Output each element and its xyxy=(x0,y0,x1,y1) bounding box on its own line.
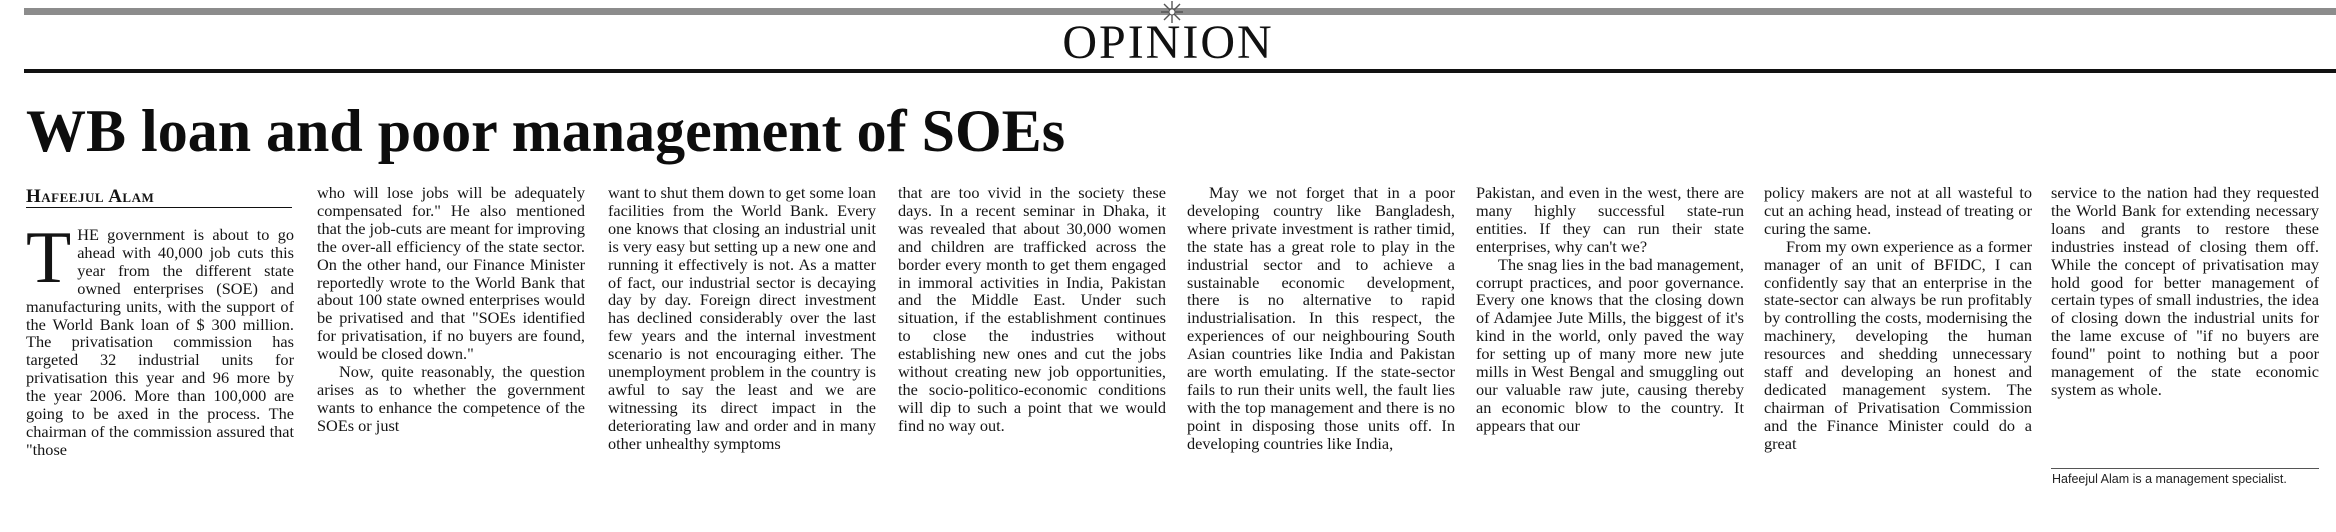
byline: Hafeejul Alam xyxy=(26,186,155,207)
article-column-8 xyxy=(2051,184,2319,464)
paragraph: service to the nation had they requested the World Bank for extending necessary loans and grants to restore these industries instead of closing them off. While the concept of privatisation may hold good for better management of certain types of small industries, the idea of closing down the industrial units for the lame excuse of "if no buyers are found" point to nothing but a poor management of the state economic system as whole. xyxy=(2051,184,2319,399)
paragraph: policy makers are not at all wasteful to cut an aching head, instead of treating or curing the same. xyxy=(1764,184,2032,238)
drop-cap: T xyxy=(26,226,72,299)
paragraph: HE government is about to go ahead with 40,000 job cuts this year from the different state owned enterprises (SOE) and manufacturing units, with the support of the World Bank loan of $ 300 million. The privatisation commission has targeted 32 industrial units for privatisation this year and 96 more by the year 2006. More than 100,000 are going to be axed in the process. The chairman of the commission assured that "those xyxy=(26,226,294,459)
article-column-6 xyxy=(1476,184,1744,520)
article-column-2 xyxy=(317,184,585,520)
article-column-4 xyxy=(898,184,1166,520)
headline: WB loan and poor management of SOEs xyxy=(26,98,1066,164)
header-rule xyxy=(24,69,2336,73)
paragraph: Now, quite reasonably, the question arises as to whether the government wants to enhance the competence of the SOEs or just xyxy=(317,362,585,435)
paragraph: who will lose jobs will be adequately compensated for." He also mentioned that the job-cuts are meant for improving the over-all efficiency of the state sector. On the other hand, our Finance Minister reportedly wrote to the World Bank that about 100 state owned enterprises would be privatised and that "SOEs identified for privatisation, if no buyers are found, would be closed down." xyxy=(317,184,585,364)
footnote-rule xyxy=(2051,468,2319,469)
paragraph: Pakistan, and even in the west, there are many highly successful state-run entities. If they can run their state enterprises, why can't we? xyxy=(1476,184,1744,256)
article-column-5 xyxy=(1187,184,1455,520)
byline-rule xyxy=(26,207,292,208)
article-column-3 xyxy=(608,184,876,520)
paragraph: May we not forget that in a poor developing country like Bangladesh, where private investment is rather timid, the state has a great role to play in the industrial sector and to achieve a sustainable economic development, there is no alternative to rapid industrialisation. In this respect, the experiences of our neighbouring South Asian countries like India and Pakistan are worth emulating. If the state-sector fails to run their units well, the fault lies with the top management and there is no point in disposing those units off. In developing countries like India, xyxy=(1187,184,1455,453)
paragraph: that are too vivid in the society these days. In a recent seminar in Dhaka, it was revealed that about 30,000 women and children are trafficked across the border every month to get them engaged in immoral activities in India, Pakistan and the Middle East. Under such situation, if the establishment continues to close the industries without establishing new ones and cut the jobs without creating new job opportunities, the socio-politico-economic conditions will dip to such a point that we would find no way out. xyxy=(898,184,1166,435)
author-footnote: Hafeejul Alam is a management specialist. xyxy=(2052,472,2287,486)
paragraph: From my own experience as a former manager of an unit of BFIDC, I can confidently say that an enterprise in the state-sector can always be run profitably by controlling the costs, modernising the machinery, developing the human resources and shedding unnecessary staff and developing an honest and dedicated management system. The chairman of Privatisation Commission and the Finance Minister could do a great xyxy=(1764,236,2032,453)
paragraph: The snag lies in the bad management, corrupt practices, and poor governance. Every one knows that the closing down of Adamjee Jute Mills, the biggest of it's kind in the world, only paved the way for setting up of many more new jute mills in West Bengal and smuggling out our valuable raw jute, causing thereby an economic blow to the country. It appears that our xyxy=(1476,254,1744,435)
article-column-7 xyxy=(1764,184,2032,520)
paragraph: want to shut them down to get some loan facilities from the World Bank. Every one knows that closing an industrial unit is very easy but setting up a new one and running it effectively is not. As a matter of fact, our industrial sector is decaying day by day. Foreign direct investment has declined considerably over the last few years and the internal investment scenario is not encouraging either. The unemployment problem in the country is awful to say the least and we are witnessing its direct impact in the deteriorating law and order and in many other unhealthy symptoms xyxy=(608,184,876,453)
article-column-1 xyxy=(26,226,294,526)
section-title: OPINION xyxy=(1062,16,1274,69)
